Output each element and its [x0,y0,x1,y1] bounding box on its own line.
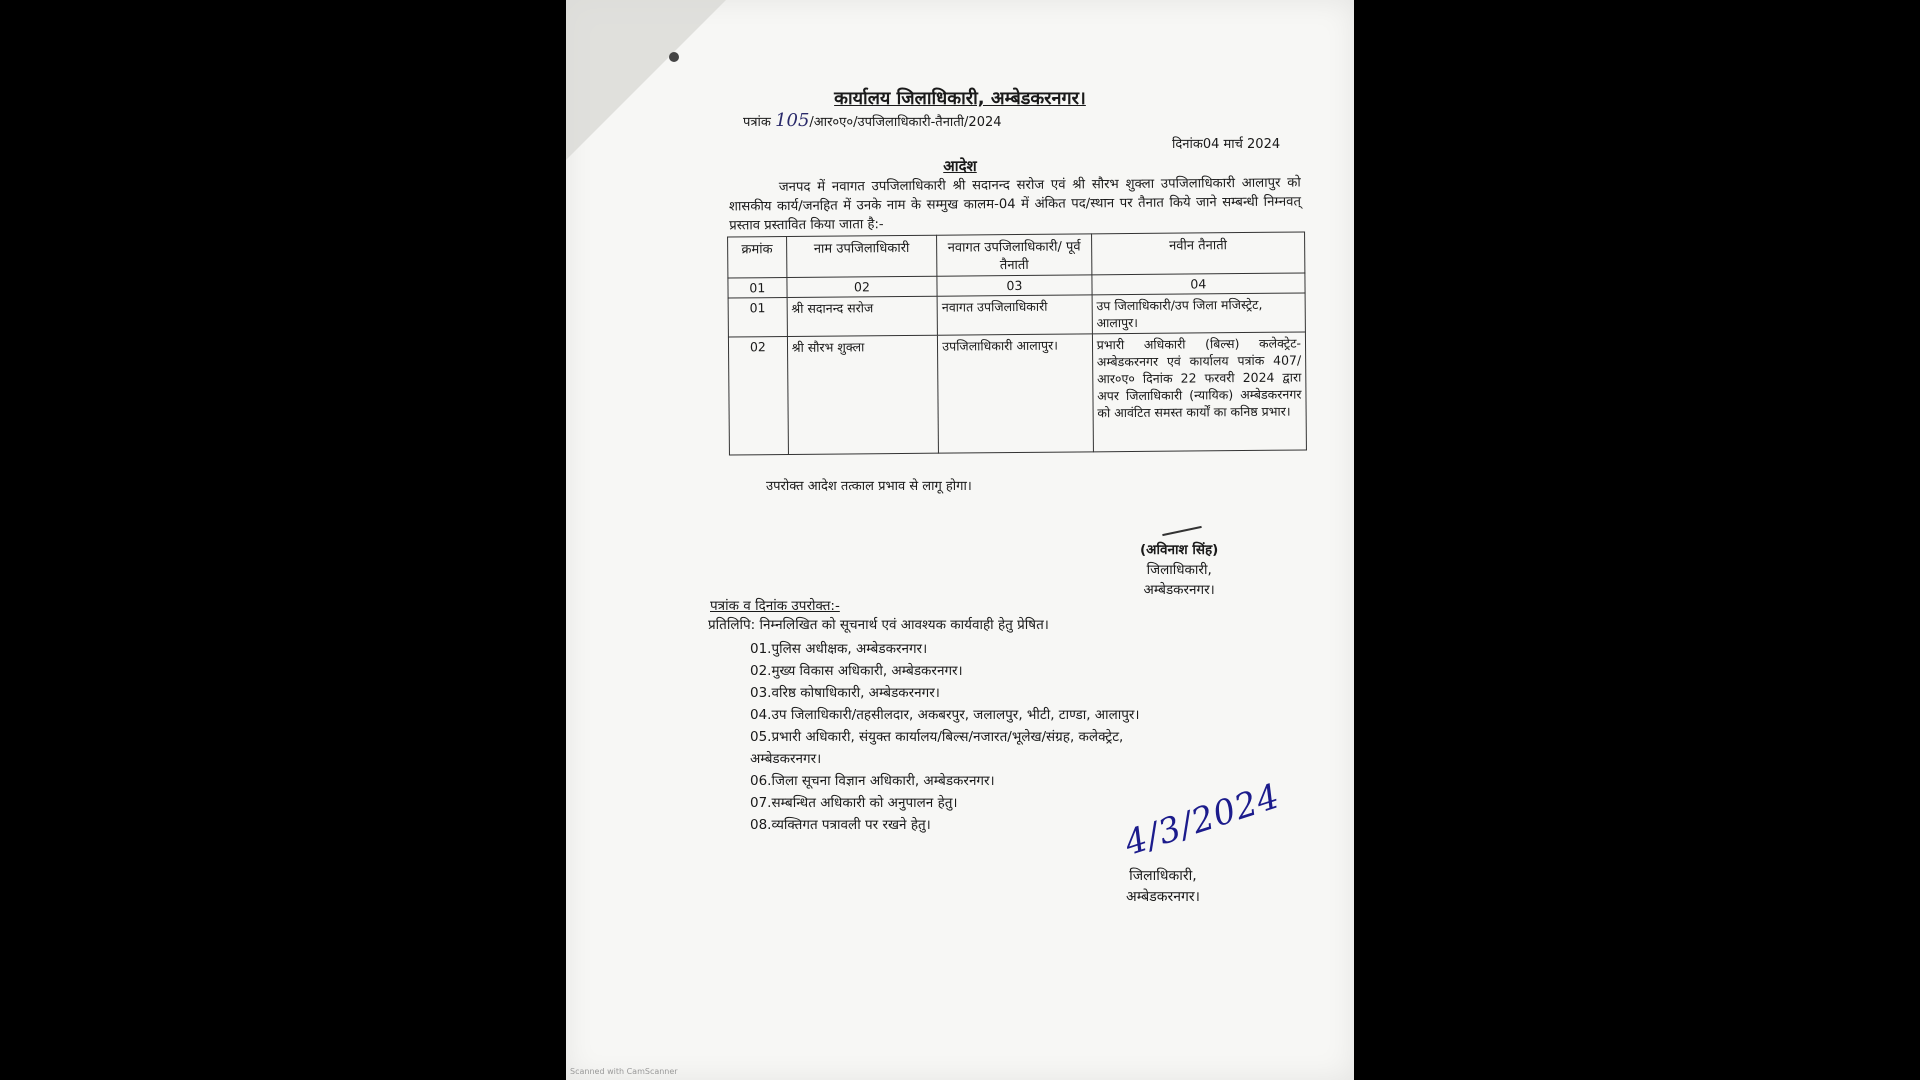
copy-heading: पत्रांक व दिनांक उपरोक्त:- [710,598,840,614]
table-cell: उपजिलाधिकारी आलापुर। [938,334,1094,453]
handwritten-signature: 4/3/2024 [1119,776,1285,864]
signatory-block [1140,540,1218,600]
footer-place: अम्बेडकरनगर। [1126,889,1200,905]
copy-lead: प्रतिलिपि: निम्नलिखित को सूचनार्थ एवं आवश्यक कार्यवाही हेतु प्रेषित। [708,617,1049,633]
signatory-name: (अविनाश सिंह) [1140,542,1219,558]
list-item: 05.प्रभारी अधिकारी, संयुक्त कार्यालय/बिल्स/नजारत/भूलेख/संग्रह, कलेक्ट्रेट, अम्बेडकरनगर। [750,729,1124,767]
punch-hole [669,52,679,62]
list-item: 01.पुलिस अधीक्षक, अम्बेडकरनगर। [750,641,928,657]
table-header: नवीन तैनाती [1091,232,1305,275]
list-item: 02.मुख्य विकास अधिकारी, अम्बेडकरनगर। [750,663,963,679]
list-item: 07.सम्बन्धित अधिकारी को अनुपालन हेतु। [750,795,958,811]
table-cell: प्रभारी अधिकारी (बिल्स) कलेक्ट्रेट- अम्बेडकरनगर एवं कार्यालय पत्रांक 407/ आर०ए० दिनांक 22 फरवरी 2024 द्वारा अपर जिलाधिकारी (न्यायिक) अम्बेडकरनगर को आवंटित समस्त कार्यों का कनिष्ठ प्रभार। [1092,332,1306,452]
ref-suffix: /आर०ए०/उपजिलाधिकारी-तैनाती/2024 [809,115,1002,130]
column-number: 03 [937,275,1092,296]
copy-list [750,638,1190,836]
table-cell: नवागत उपजिलाधिकारी [937,295,1092,335]
list-item: 04.उप जिलाधिकारी/तहसीलदार, अकबरपुर, जलालपुर, भीटी, टाण्डा, आलापुर। [750,707,1140,723]
column-number: 04 [1092,273,1305,295]
list-item: 08.व्यक्तिगत पत्रावली पर रखने हेतु। [750,817,931,833]
effect-statement: उपरोक्त आदेश तत्काल प्रभाव से लागू होगा। [766,479,972,494]
signatory-place: अम्बेडकरनगर। [1143,582,1215,598]
table-header: नाम उपजिलाधिकारी [786,235,937,277]
table-cell: श्री सदानन्द सरोज [787,296,938,336]
order-paragraph: जनपद में नवागत उपजिलाधिकारी श्री सदानन्द सरोज एवं श्री सौरभ शुक्ला उपजिलाधिकारी आलापुर को शासकीय कार्य/जनहित में उनके नाम के सम्मुख कालम-04 में अंकित पद/स्थान पर तैनात किये जाने सम्बन्धी निम्नवत् प्रस्ताव प्रस्तावित किया जाता है:- [728,175,1302,234]
table-header: क्रमांक [728,237,787,279]
reference-number [743,110,1002,131]
order-date: दिनांक04 मार्च 2024 [1172,137,1281,152]
ref-label: पत्रांक [743,115,771,130]
table-row [728,332,1306,455]
posting-table [727,231,1307,455]
list-item: 06.जिला सूचना विज्ञान अधिकारी, अम्बेडकरनगर। [750,773,995,789]
table-header-row [728,232,1305,278]
ref-number: 105 [775,110,810,131]
table-cell: उप जिलाधिकारी/उप जिला मजिस्ट्रेट, आलापुर। [1092,293,1306,334]
table-cell: 02 [728,337,788,456]
footer-designation: जिलाधिकारी, [1129,868,1197,884]
footer-signatory [1126,866,1200,908]
table-cell: 01 [728,298,787,338]
list-item: 03.वरिष्ठ कोषाधिकारी, अम्बेडकरनगर। [750,685,940,701]
signature-mark [1162,526,1202,536]
column-number: 01 [728,278,787,299]
column-number: 02 [787,276,938,297]
table-row [728,293,1305,337]
table-cell: श्री सौरभ शुक्ला [787,335,939,454]
signatory-designation: जिलाधिकारी, [1146,562,1212,578]
document-page [566,0,1354,1080]
folded-corner [566,0,726,160]
scanner-watermark: Scanned with CamScanner [570,1067,678,1076]
office-title: कार्यालय जिलाधिकारी, अम्बेडकरनगर। [834,88,1086,109]
table-header: नवागत उपजिलाधिकारी/ पूर्व तैनाती [937,234,1092,276]
order-heading: आदेश [943,157,977,175]
